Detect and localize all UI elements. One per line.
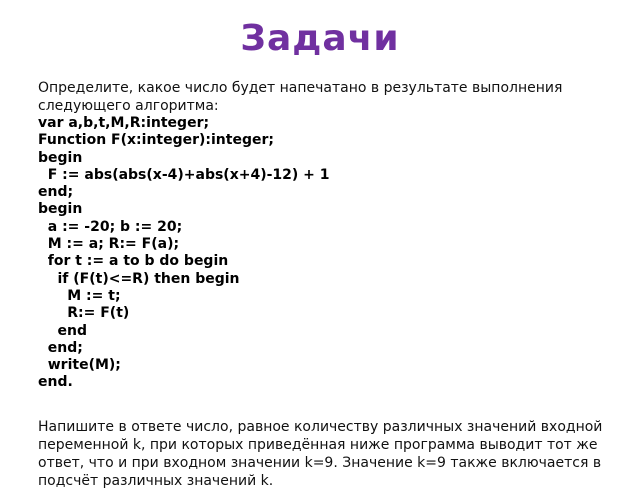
code-line: end; — [38, 339, 83, 356]
code-line: R:= F(t) — [38, 305, 130, 322]
code-line: M := t; — [38, 287, 121, 304]
code-line: begin — [38, 149, 83, 166]
task-text: Напишите в ответе число, равное количеству различных значений входной переменной k, при которых приведённая ниже программа выводит тот же ответ, что и при входном значении k=9. Значение k=9 также включается в подсчёт различных значений k. — [38, 419, 603, 489]
code-line: M := a; R:= F(a); — [38, 236, 180, 253]
code-line: end. — [38, 374, 73, 391]
code-line: a := -20; b := 20; — [38, 218, 183, 235]
code-line: write(M); — [38, 357, 121, 374]
code-line: Function F(x:integer):integer; — [38, 132, 274, 149]
code-line: begin — [38, 201, 83, 218]
code-line: end — [38, 322, 87, 339]
code-listing — [38, 115, 330, 392]
intro-text: Определите, какое число будет напечатано в результате выполнения следующего алгоритма: — [38, 80, 563, 114]
code-line: F := abs(abs(x-4)+abs(x+4)-12) + 1 — [38, 166, 330, 183]
code-line: end; — [38, 184, 74, 201]
code-line: for t := a to b do begin — [38, 253, 229, 270]
code-line: var a,b,t,M,R:integer; — [38, 115, 210, 131]
slide-title: Задачи — [240, 18, 400, 59]
code-line: if (F(t)<=R) then begin — [38, 270, 240, 287]
